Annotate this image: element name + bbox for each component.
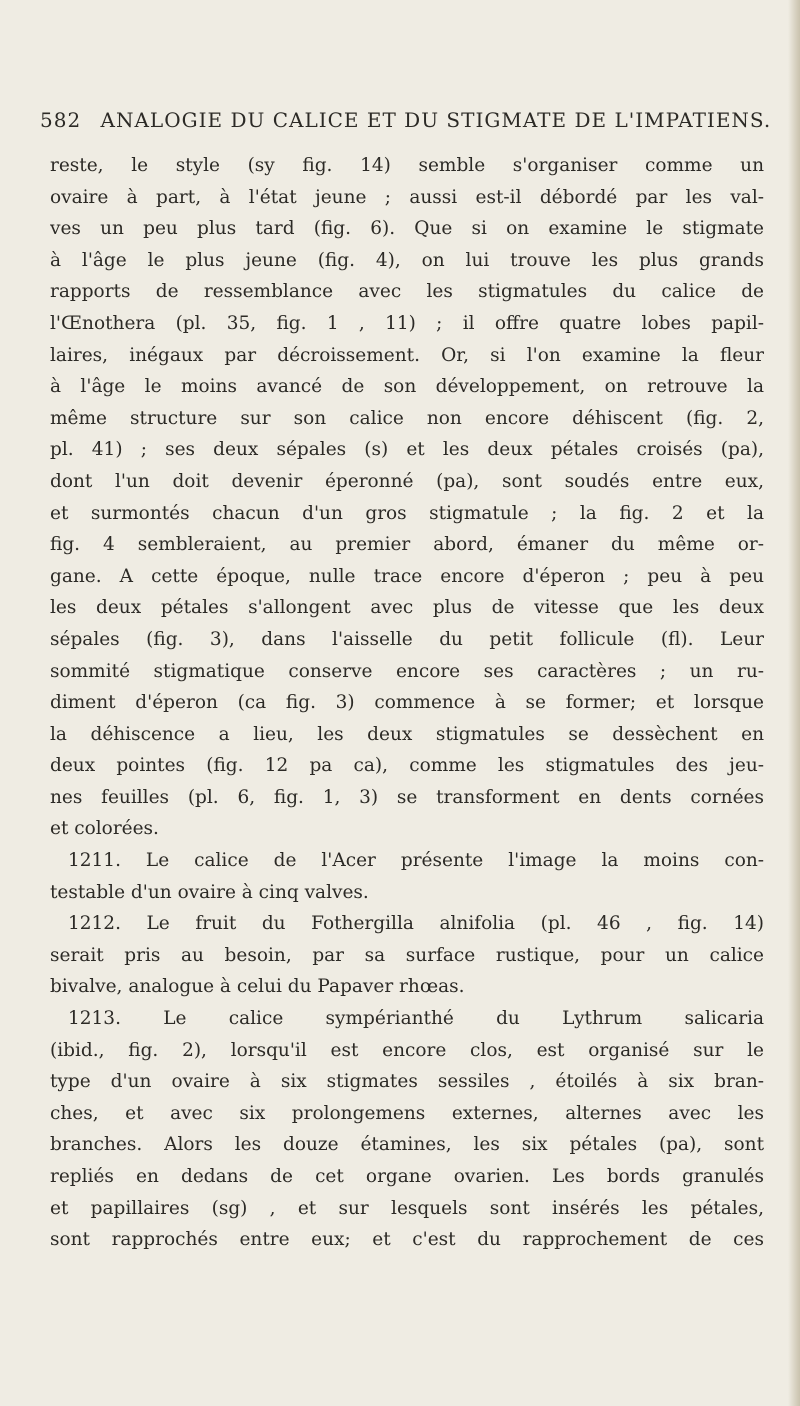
text-line: ves un peu plus tard (fig. 6). Que si on examine le stigmate: [50, 218, 764, 240]
text-line: sont rapprochés entre eux; et c'est du rapprochement de ces: [50, 1229, 764, 1251]
text-line: type d'un ovaire à six stigmates sessiles , étoilés à six bran-: [50, 1071, 764, 1093]
text-line: 1212. Le fruit du Fothergilla alnifolia (pl. 46 , fig. 14): [68, 913, 764, 935]
text-line: ovaire à part, à l'état jeune ; aussi est-il débordé par les val-: [50, 186, 764, 208]
text-line: et papillaires (sg) , et sur lesquels sont insérés les pétales,: [50, 1197, 764, 1219]
text-line: (ibid., fig. 2), lorsqu'il est encore clos, est organisé sur le: [50, 1039, 764, 1061]
text-line: deux pointes (fig. 12 pa ca), comme les stigmatules des jeu-: [50, 755, 764, 777]
text-line: testable d'un ovaire à cinq valves.: [50, 881, 369, 903]
text-line: gane. A cette époque, nulle trace encore d'éperon ; peu à peu: [50, 565, 764, 587]
text-line: bivalve, analogue à celui du Papaver rhœas.: [50, 976, 465, 998]
text-line: nes feuilles (pl. 6, fig. 1, 3) se transforment en dents cornées: [50, 786, 764, 808]
text-line: rapports de ressemblance avec les stigmatules du calice de: [50, 281, 764, 303]
text-line: à l'âge le moins avancé de son développement, on retrouve la: [50, 376, 764, 398]
text-line: même structure sur son calice non encore déhiscent (fig. 2,: [50, 407, 764, 429]
text-line: les deux pétales s'allongent avec plus de vitesse que les deux: [50, 597, 764, 619]
text-line: dont l'un doit devenir éperonné (pa), sont soudés entre eux,: [50, 470, 764, 492]
text-line: diment d'éperon (ca fig. 3) commence à se former; et lorsque: [50, 692, 764, 714]
text-line: serait pris au besoin, par sa surface rustique, pour un calice: [50, 944, 764, 966]
page-number: 582: [40, 108, 82, 132]
text-line: et colorées.: [50, 818, 159, 840]
text-line: branches. Alors les douze étamines, les six pétales (pa), sont: [50, 1134, 764, 1156]
text-line: sépales (fig. 3), dans l'aisselle du petit follicule (fl). Leur: [50, 628, 764, 650]
page-edge-shadow: [788, 0, 800, 1406]
text-line: 1211. Le calice de l'Acer présente l'image la moins con-: [68, 850, 764, 872]
running-title: ANALOGIE DU CALICE ET DU STIGMATE DE L'IMPATIENS.: [100, 108, 772, 132]
text-line: repliés en dedans de cet organe ovarien. Les bords granulés: [50, 1166, 764, 1187]
text-line: reste, le style (sy fig. 14) semble s'organiser comme un: [50, 155, 764, 176]
text-line: et surmontés chacun d'un gros stigmatule ; la fig. 2 et la: [50, 502, 764, 524]
text-line: sommité stigmatique conserve encore ses caractères ; un ru-: [50, 660, 764, 682]
text-line: pl. 41) ; ses deux sépales (s) et les deux pétales croisés (pa),: [50, 439, 764, 461]
text-line: l'Œnothera (pl. 35, fig. 1 , 11) ; il offre quatre lobes papil-: [50, 312, 764, 334]
body-text: [50, 150, 764, 1256]
text-line: ches, et avec six prolongemens externes, alternes avec les: [50, 1102, 764, 1124]
text-line: à l'âge le plus jeune (fig. 4), on lui trouve les plus grands: [50, 249, 764, 271]
text-line: la déhiscence a lieu, les deux stigmatules se dessèchent en: [50, 723, 764, 745]
text-line: laires, inégaux par décroissement. Or, si l'on examine la fleur: [50, 344, 764, 366]
running-header: [40, 108, 771, 132]
text-line: fig. 4 sembleraient, au premier abord, émaner du même or-: [50, 534, 764, 556]
text-line: 1213. Le calice sympérianthé du Lythrum salicaria: [68, 1008, 764, 1030]
